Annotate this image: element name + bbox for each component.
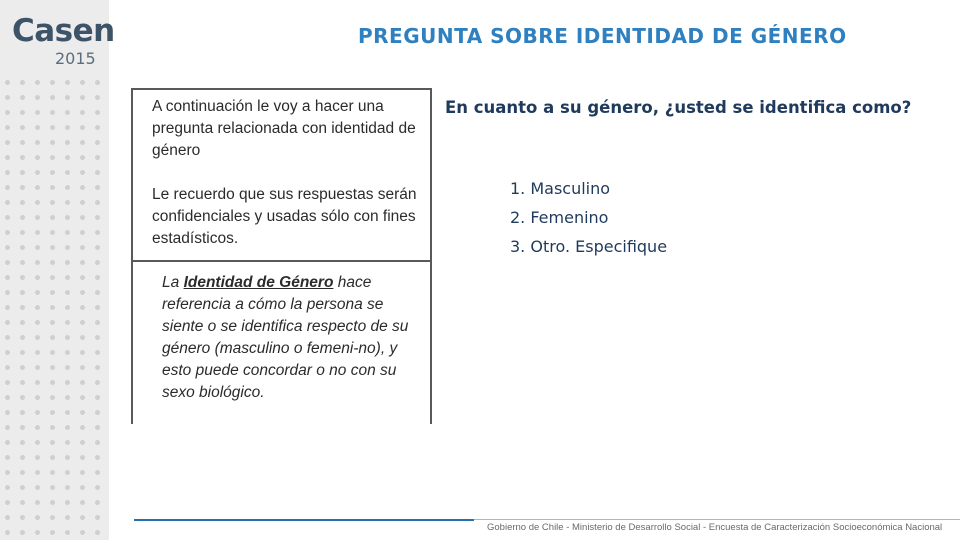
- definition-block: [133, 262, 430, 404]
- logo-word: Casen: [12, 13, 115, 49]
- definition-text: hace referencia a cómo la persona se siente o se identifica respecto de su género (masculino o femeni-no), y esto puede concordar o no con su sexo biológico.: [162, 274, 409, 401]
- definition-prefix: La: [162, 274, 184, 291]
- footer-divider-grey: [474, 519, 960, 520]
- option-femenino: 2. Femenino: [510, 208, 609, 227]
- footer-divider-blue: [134, 519, 474, 521]
- footer-credit: Gobierno de Chile - Ministerio de Desarrollo Social - Encuesta de Caracterización Socioeconómica Nacional: [487, 522, 943, 533]
- option-otro: 3. Otro. Especifique: [510, 237, 668, 256]
- logo-year: 2015: [55, 49, 96, 68]
- intro-paragraph-1: A continuación le voy a hacer una pregunta relacionada con identidad de género: [152, 98, 416, 159]
- intro-paragraph-2: Le recuerdo que sus respuestas serán confidenciales y usadas sólo con fines estadísticos.: [152, 186, 417, 247]
- answer-options: [510, 174, 667, 261]
- instruction-intro: [133, 90, 430, 262]
- definition-term: Identidad de Género: [183, 274, 334, 291]
- dotted-sidebar: [0, 0, 109, 540]
- instruction-box: [131, 88, 432, 424]
- question-text: En cuanto a su género, ¿usted se identifica como?: [445, 98, 912, 117]
- definition-paragraph: [162, 272, 424, 404]
- page-title: PREGUNTA SOBRE IDENTIDAD DE GÉNERO: [358, 24, 847, 48]
- option-masculino: 1. Masculino: [510, 179, 611, 198]
- casen-logo: [0, 0, 115, 80]
